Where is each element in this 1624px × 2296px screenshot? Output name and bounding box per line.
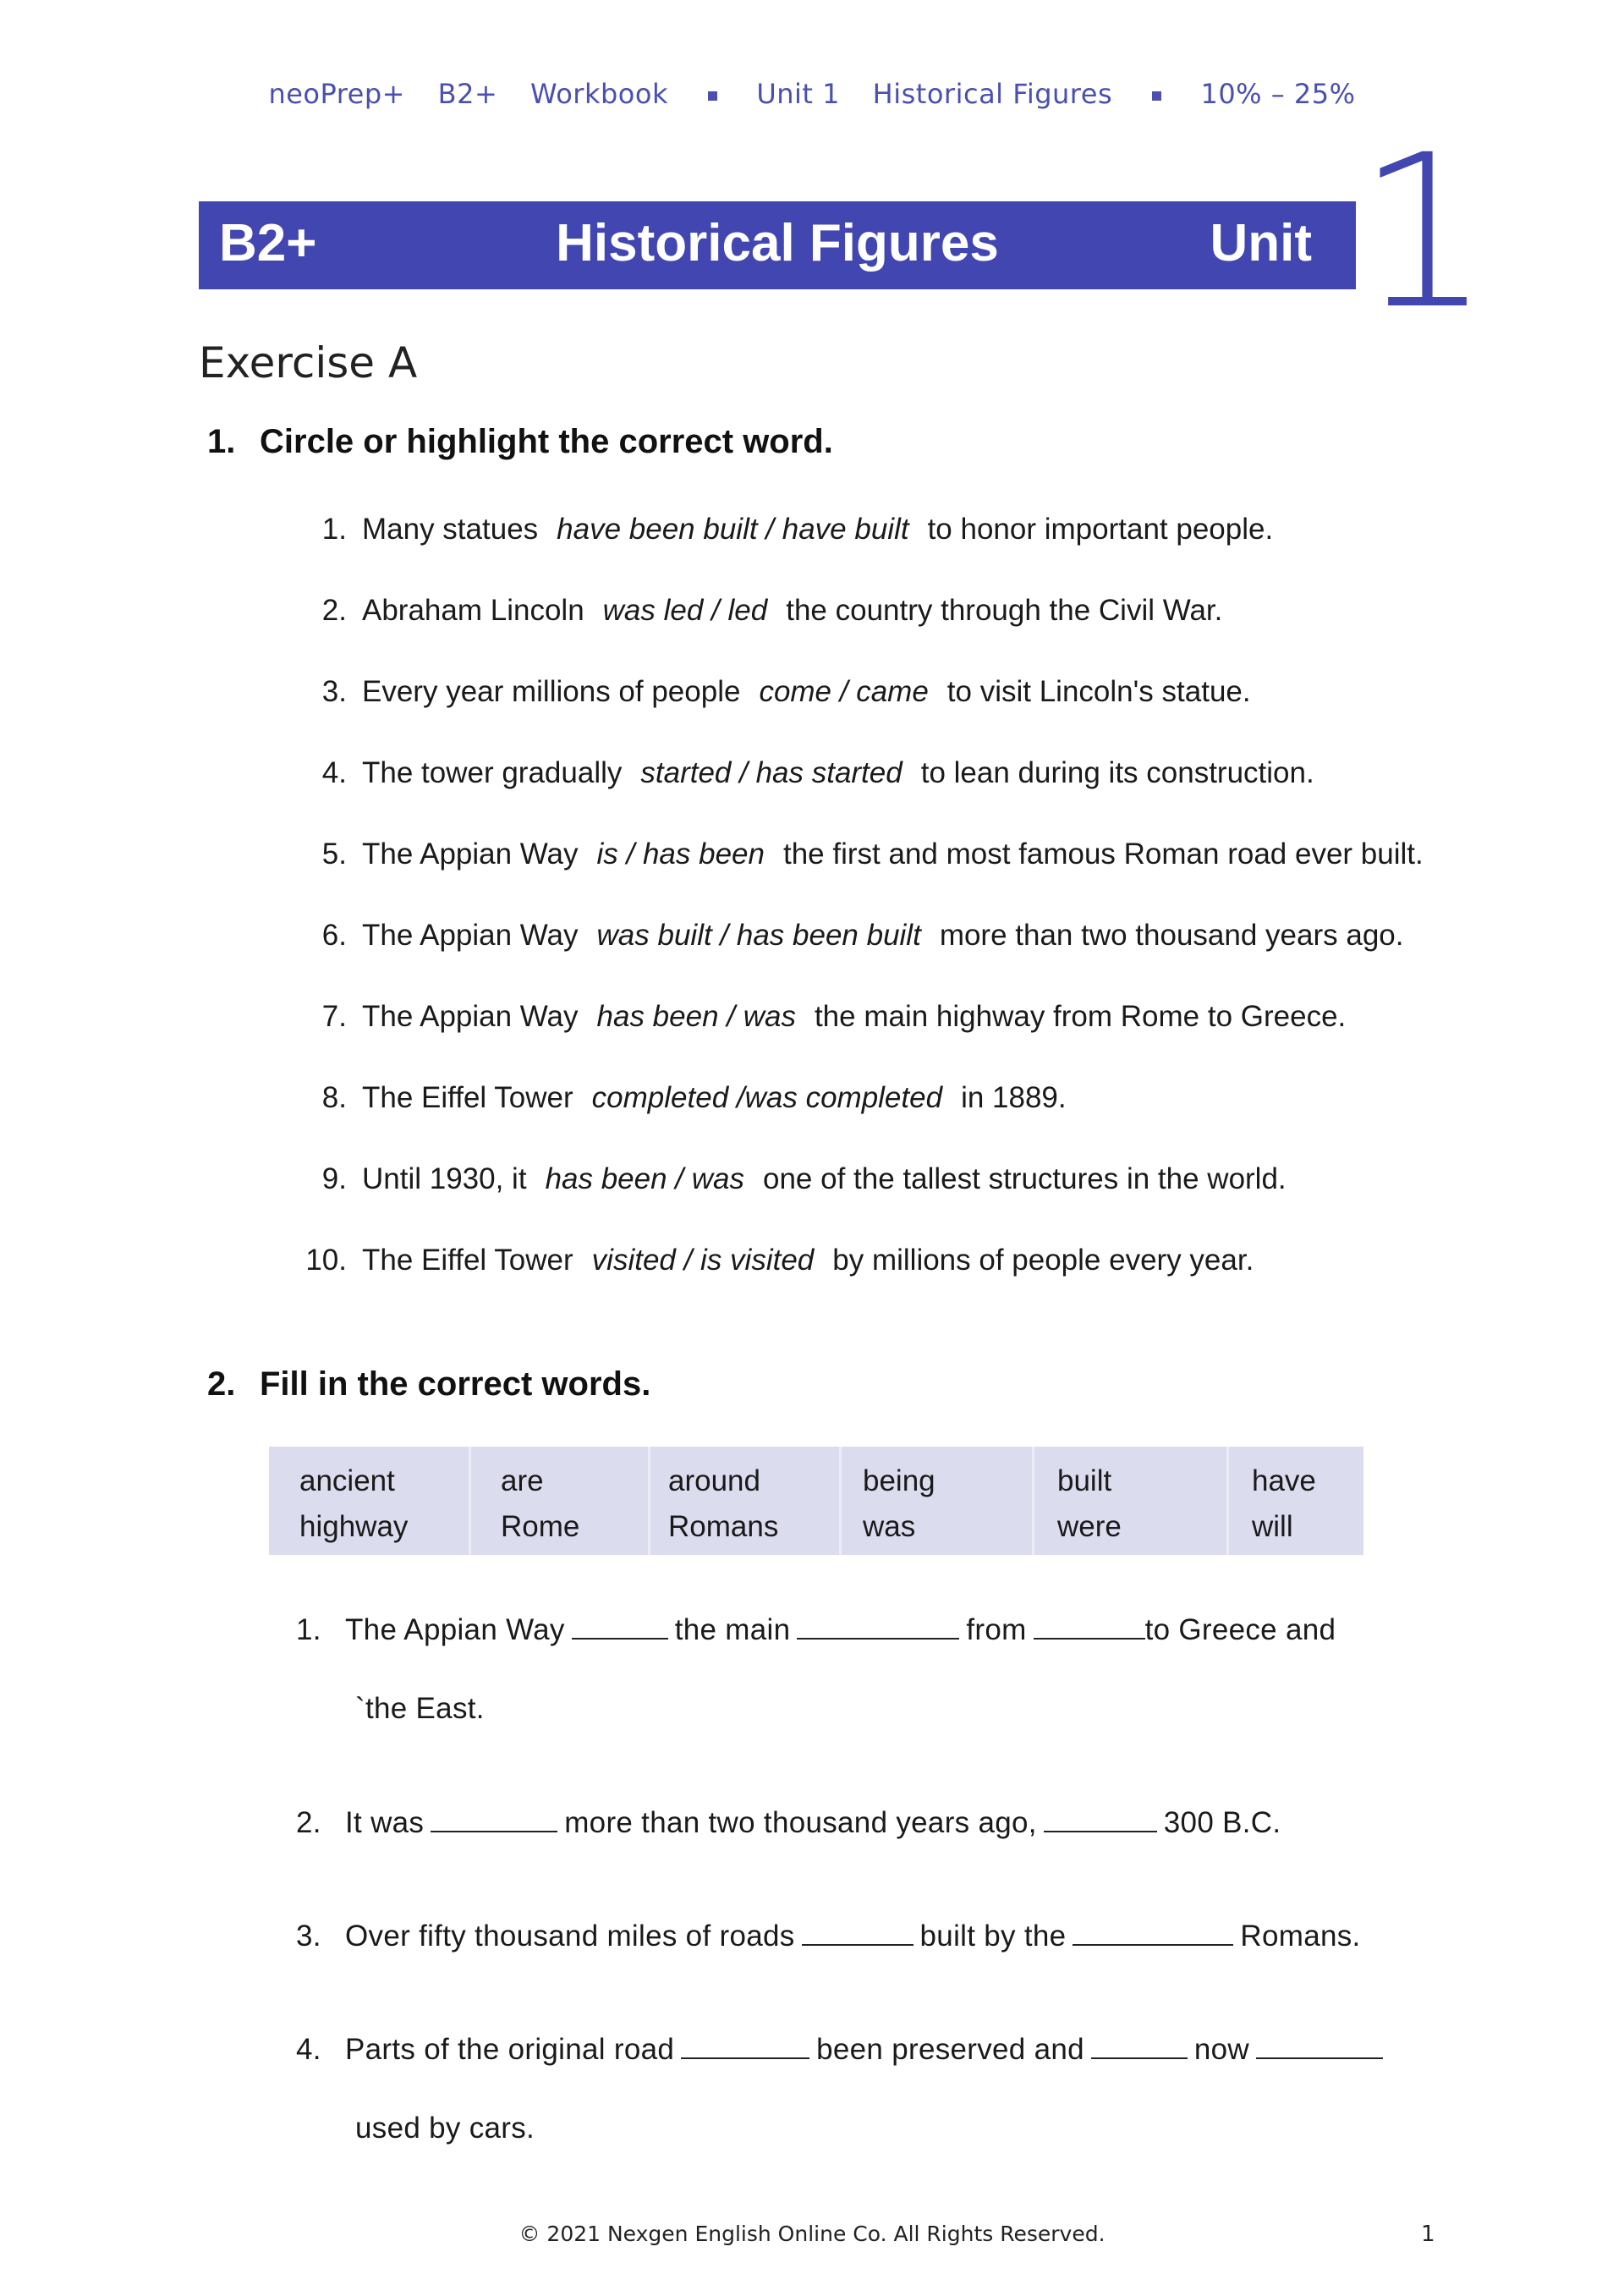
question-2-heading: [207, 1365, 650, 1403]
item-choice[interactable]: was built / has been built: [596, 919, 921, 952]
item-text: been preserved and: [816, 2033, 1084, 2066]
unit-number: 1: [1357, 109, 1492, 355]
item-number: 4.: [296, 2033, 321, 2066]
item-number: 6.: [321, 919, 347, 952]
question-number: 2.: [207, 1365, 236, 1403]
item-number: 10.: [305, 1244, 347, 1277]
word-bank-word: was: [863, 1510, 916, 1543]
item-number: 5.: [321, 838, 347, 871]
word-bank-column: [1057, 1458, 1122, 1550]
list-item: [271, 1000, 1346, 1034]
item-text: built by the: [919, 1920, 1067, 1953]
word-bank-word: have: [1252, 1464, 1316, 1497]
item-number: 1.: [321, 513, 347, 546]
item-choice[interactable]: started / has started: [640, 756, 903, 789]
question-title: Fill in the correct words.: [260, 1365, 651, 1403]
word-bank-column: [501, 1458, 579, 1550]
item-text: Until 1930, it: [362, 1162, 527, 1195]
item-text: Every year millions of people: [362, 675, 741, 708]
answer-blank[interactable]: [1256, 2032, 1383, 2059]
list-item: [271, 1081, 1067, 1115]
item-text: The tower gradually: [362, 756, 623, 789]
item-text: Romans.: [1240, 1920, 1361, 1953]
item-number: 1.: [296, 1613, 321, 1646]
item-number: 3.: [321, 675, 347, 708]
item-text: by millions of people every year.: [832, 1244, 1254, 1277]
item-text: Parts of the original road: [345, 2033, 675, 2066]
word-bank-word: were: [1057, 1510, 1122, 1543]
answer-blank[interactable]: [1044, 1805, 1157, 1832]
list-item: [271, 675, 1251, 709]
separator-square-icon: [708, 91, 717, 101]
header-level: B2+: [437, 78, 498, 110]
item-text: in 1889.: [961, 1081, 1067, 1114]
item-choice[interactable]: is / has been: [596, 838, 765, 871]
item-text: from: [966, 1613, 1027, 1646]
item-number: 7.: [321, 1000, 347, 1033]
question-title: Circle or highlight the correct word.: [260, 423, 833, 460]
list-item: [271, 513, 1273, 547]
word-bank-divider: [469, 1447, 471, 1555]
item-text: Over fifty thousand miles of roads: [345, 1920, 795, 1953]
word-bank-word: Rome: [501, 1510, 580, 1543]
item-text: the country through the Civil War.: [786, 594, 1223, 627]
item-text: to honor important people.: [927, 513, 1274, 546]
banner-title: Historical Figures: [556, 214, 999, 272]
item-choice[interactable]: was led / led: [602, 594, 768, 627]
word-bank-word: will: [1252, 1510, 1293, 1543]
item-text: the first and most famous Roman road ever built.: [782, 838, 1424, 871]
item-text: the main: [674, 1613, 791, 1646]
item-choice[interactable]: visited / is visited: [591, 1244, 815, 1277]
item-text: The Eiffel Tower: [362, 1244, 573, 1277]
answer-blank[interactable]: [1091, 2032, 1188, 2059]
item-number: 9.: [321, 1162, 347, 1195]
fill-item-continuation: `the East.: [355, 1692, 485, 1725]
fill-item: [296, 2032, 1390, 2067]
word-bank-word: being: [863, 1464, 935, 1497]
exercise-title: Exercise A: [199, 338, 418, 387]
word-bank-word: around: [668, 1464, 760, 1497]
item-choice[interactable]: have been built / have built: [557, 513, 909, 546]
list-item: [271, 838, 1424, 871]
fill-item-continuation: used by cars.: [355, 2112, 535, 2145]
list-item: [271, 756, 1314, 790]
item-text: to Greece and: [1144, 1613, 1336, 1646]
item-number: 2.: [296, 1806, 321, 1839]
item-text: now: [1193, 2033, 1249, 2066]
item-text: The Eiffel Tower: [362, 1081, 573, 1114]
word-bank-divider: [839, 1447, 842, 1555]
item-choice[interactable]: completed /was completed: [591, 1081, 943, 1114]
copyright-footer: © 2021 Nexgen English Online Co. All Rights Reserved.: [518, 2222, 1106, 2246]
item-number: 8.: [321, 1081, 347, 1114]
item-number: 4.: [321, 756, 347, 789]
brand-name: neoPrep+: [268, 78, 405, 110]
item-choice[interactable]: has been / was: [596, 1000, 796, 1033]
word-bank-column: [1252, 1458, 1316, 1550]
item-text: The Appian Way: [362, 838, 579, 871]
running-header: [0, 78, 1624, 110]
fill-item: [296, 1612, 1336, 1647]
item-text: 300 B.C.: [1163, 1806, 1281, 1839]
word-bank-word: ancient: [299, 1464, 395, 1497]
unit-banner: [199, 201, 1356, 289]
header-book: Workbook: [529, 78, 668, 110]
item-text: the main highway from Rome to Greece.: [814, 1000, 1347, 1033]
header-unit-title: Historical Figures: [872, 78, 1113, 110]
answer-blank[interactable]: [681, 2032, 809, 2059]
page-number: 1: [1421, 2222, 1435, 2247]
word-bank-column: [863, 1458, 935, 1550]
question-number: 1.: [207, 423, 236, 460]
answer-blank[interactable]: [572, 1612, 668, 1640]
item-text: Abraham Lincoln: [362, 594, 584, 627]
list-item: [271, 1244, 1254, 1277]
item-choice[interactable]: has been / was: [545, 1162, 744, 1195]
item-number: 2.: [321, 594, 347, 627]
item-text: to visit Lincoln's statue.: [946, 675, 1251, 708]
fill-item: [296, 1919, 1361, 1953]
list-item: [271, 594, 1222, 628]
answer-blank[interactable]: [431, 1805, 557, 1832]
answer-blank[interactable]: [797, 1612, 959, 1640]
answer-blank[interactable]: [802, 1919, 914, 1946]
item-number: 3.: [296, 1920, 321, 1953]
item-text: more than two thousand years ago.: [939, 919, 1404, 952]
banner-unit-word: Unit: [1210, 214, 1312, 272]
word-bank-column: [668, 1458, 778, 1550]
word-bank-divider: [1226, 1447, 1229, 1555]
fill-item: [296, 1805, 1281, 1840]
item-text: more than two thousand years ago,: [564, 1806, 1037, 1839]
item-text: It was: [345, 1806, 425, 1839]
item-text: one of the tallest structures in the world.: [763, 1162, 1287, 1195]
list-item: [271, 919, 1403, 953]
item-text: Many statues: [362, 513, 539, 546]
word-bank-word: built: [1057, 1464, 1112, 1497]
item-choice[interactable]: come / came: [759, 675, 929, 708]
question-1-heading: [207, 423, 833, 461]
word-bank: [269, 1447, 1363, 1555]
separator-square-icon: [1152, 91, 1161, 101]
banner-level: B2+: [219, 214, 317, 272]
word-bank-word: Romans: [668, 1510, 779, 1543]
word-bank-column: [299, 1458, 408, 1550]
answer-blank[interactable]: [1034, 1612, 1145, 1640]
item-text: to lean during its construction.: [920, 756, 1314, 789]
answer-blank[interactable]: [1073, 1919, 1233, 1946]
word-bank-divider: [648, 1447, 650, 1555]
item-text: The Appian Way: [345, 1613, 565, 1646]
list-item: [271, 1162, 1287, 1196]
item-text: The Appian Way: [362, 1000, 579, 1033]
header-range: 10% – 25%: [1200, 78, 1356, 110]
word-bank-divider: [1032, 1447, 1034, 1555]
word-bank-word: highway: [299, 1510, 409, 1543]
item-text: The Appian Way: [362, 919, 579, 952]
word-bank-word: are: [501, 1464, 544, 1497]
header-unit: Unit 1: [756, 78, 840, 110]
